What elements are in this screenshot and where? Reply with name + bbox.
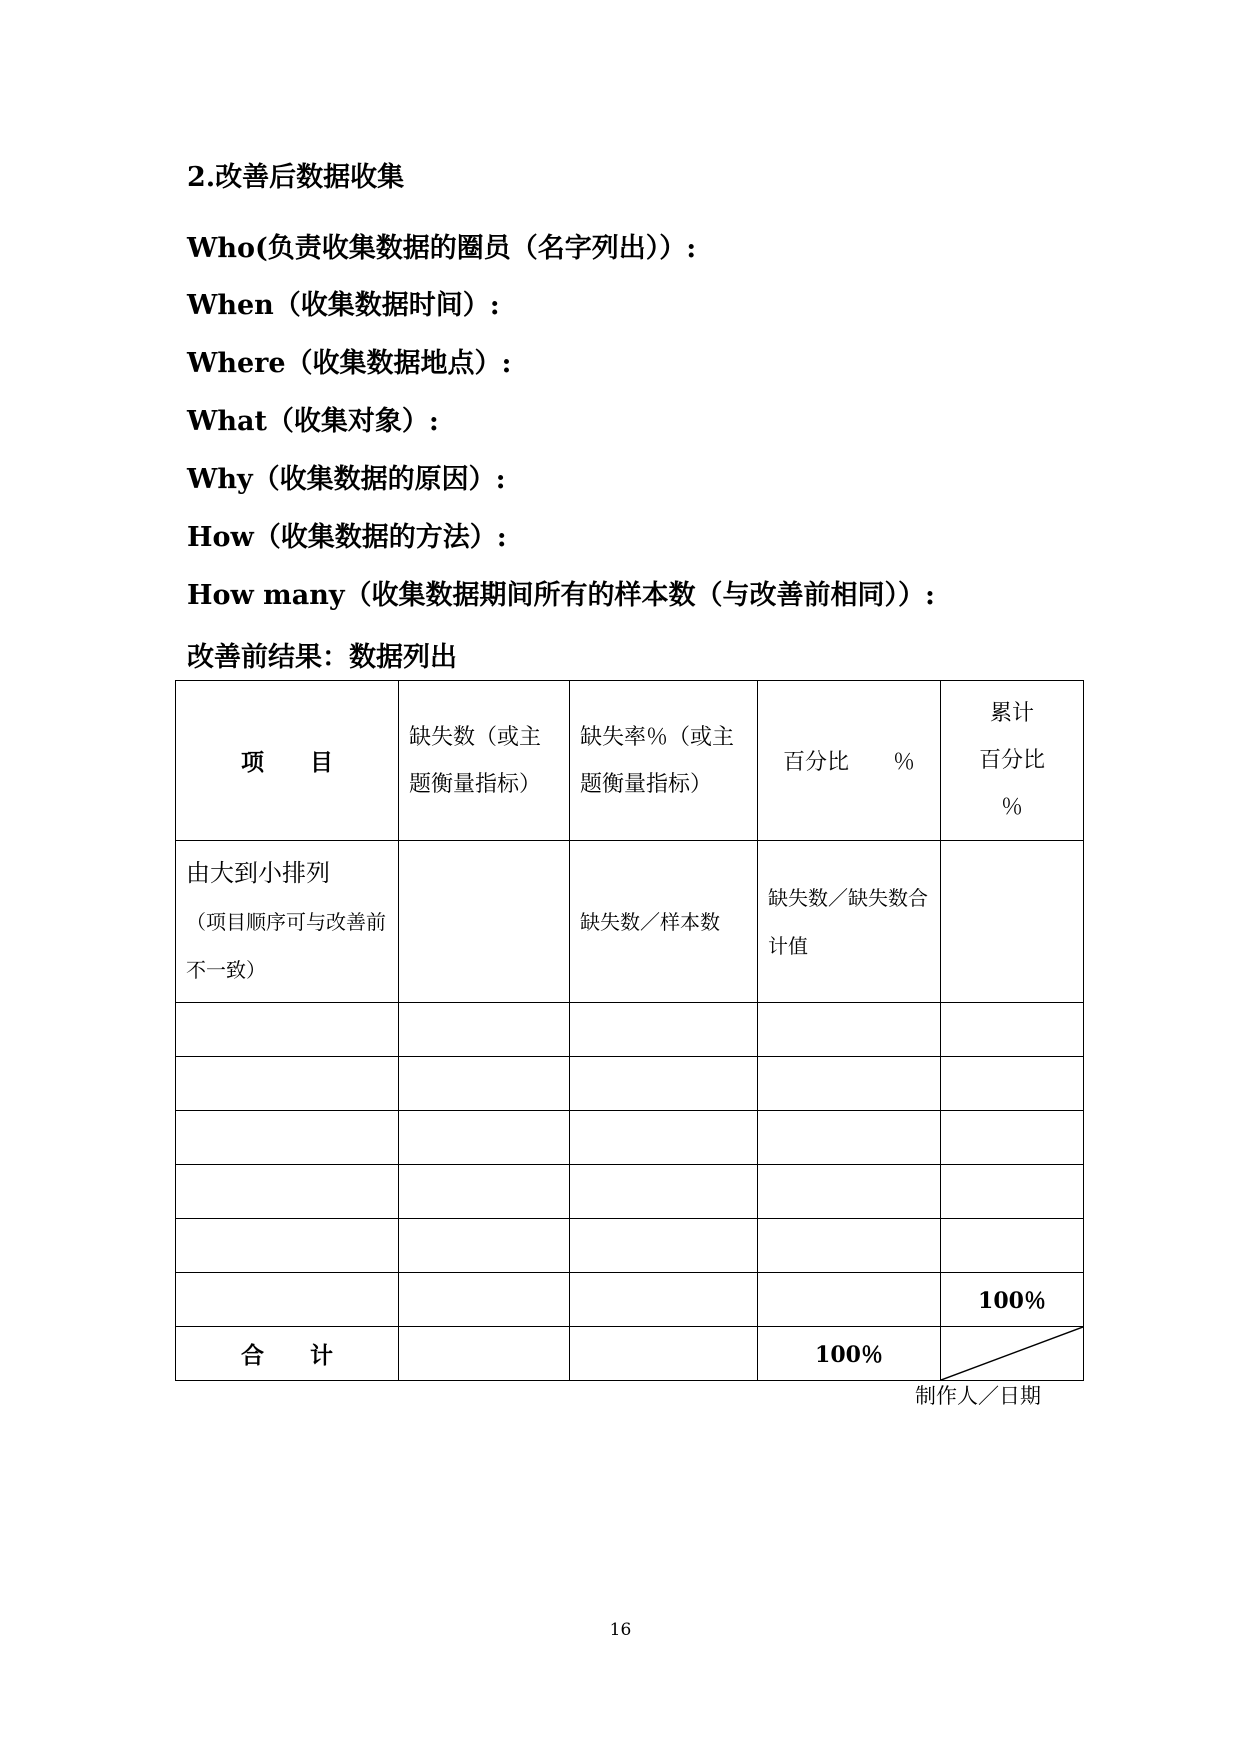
data-table [175,680,1084,1381]
table-cell[interactable] [176,1219,399,1273]
table-row [176,1057,1084,1111]
table-cell[interactable] [941,1003,1084,1057]
question-who: Who(负责收集数据的圈员（名字列出））: [187,233,697,264]
table-row-last [176,1273,1084,1327]
table-cell[interactable] [399,1057,570,1111]
table-cell[interactable] [570,1273,758,1327]
question-how: How（收集数据的方法）: [187,522,507,553]
desc-missing-count [399,841,570,1003]
last-cumulative-value: 100％ [941,1273,1084,1327]
total-row [176,1327,1084,1381]
total-percent: 100％ [758,1327,941,1381]
table-cell[interactable] [570,1057,758,1111]
table-cell[interactable] [941,1057,1084,1111]
header-cumulative-line2: 百分比 [978,748,1045,773]
table-cell[interactable] [176,1273,399,1327]
table-cell[interactable] [570,1219,758,1273]
table-cell[interactable] [941,1165,1084,1219]
maker-date: 制作人／日期 [915,1384,1041,1408]
desc-percent: 缺失数／缺失数合计值 [758,841,941,1003]
table-cell[interactable] [758,1165,941,1219]
table-cell[interactable] [399,1165,570,1219]
table-cell[interactable] [758,1273,941,1327]
table-cell[interactable] [570,1003,758,1057]
table-cell[interactable] [399,1327,570,1381]
header-row [176,681,1084,841]
table-cell[interactable] [758,1003,941,1057]
table-cell[interactable] [176,1057,399,1111]
table-cell[interactable] [570,1327,758,1381]
table-cell[interactable] [176,1165,399,1219]
table-cell[interactable] [399,1111,570,1165]
table-cell[interactable] [941,1219,1084,1273]
table-cell[interactable] [176,1111,399,1165]
table-cell[interactable] [399,1273,570,1327]
question-how-many: How many（收集数据期间所有的样本数（与改善前相同））: [187,580,936,611]
total-cumulative-slashed [941,1327,1084,1381]
header-cumulative-line1: 累计 [989,701,1034,726]
desc-cumulative [941,841,1084,1003]
table-row [176,1165,1084,1219]
table-cell[interactable] [758,1219,941,1273]
section-heading: 2.改善后数据收集 [187,162,405,193]
header-missing-count: 缺失数（或主题衡量指标） [399,681,570,841]
header-percent: 百分比 ％ [758,681,941,841]
table-cell[interactable] [758,1111,941,1165]
page-number: 16 [609,1620,632,1640]
question-what: What（收集对象）: [187,406,439,437]
header-cumulative [941,681,1084,841]
table-cell[interactable] [941,1111,1084,1165]
table-row [176,1003,1084,1057]
question-why: Why（收集数据的原因）: [187,464,506,495]
table-cell[interactable] [570,1165,758,1219]
results-subheading: 改善前结果：数据列出 [187,642,457,673]
table-cell[interactable] [399,1003,570,1057]
table-cell[interactable] [570,1111,758,1165]
question-when: When（收集数据时间）: [187,290,500,321]
desc-item-line1: 由大到小排列 [186,859,330,887]
total-label: 合 计 [176,1327,399,1381]
table-cell[interactable] [176,1003,399,1057]
description-row [176,841,1084,1003]
table-row [176,1219,1084,1273]
header-item: 项 目 [176,681,399,841]
header-missing-rate: 缺失率％（或主题衡量指标） [570,681,758,841]
desc-item [176,841,399,1003]
question-where: Where（收集数据地点）: [187,348,512,379]
desc-item-line2: （项目顺序可与改善前不一致） [186,910,386,982]
table-row [176,1111,1084,1165]
table-cell[interactable] [399,1219,570,1273]
table-cell[interactable] [758,1057,941,1111]
desc-rate: 缺失数／样本数 [570,841,758,1003]
diagonal-slash [941,1327,1083,1380]
header-cumulative-line3: ％ [1000,795,1023,820]
